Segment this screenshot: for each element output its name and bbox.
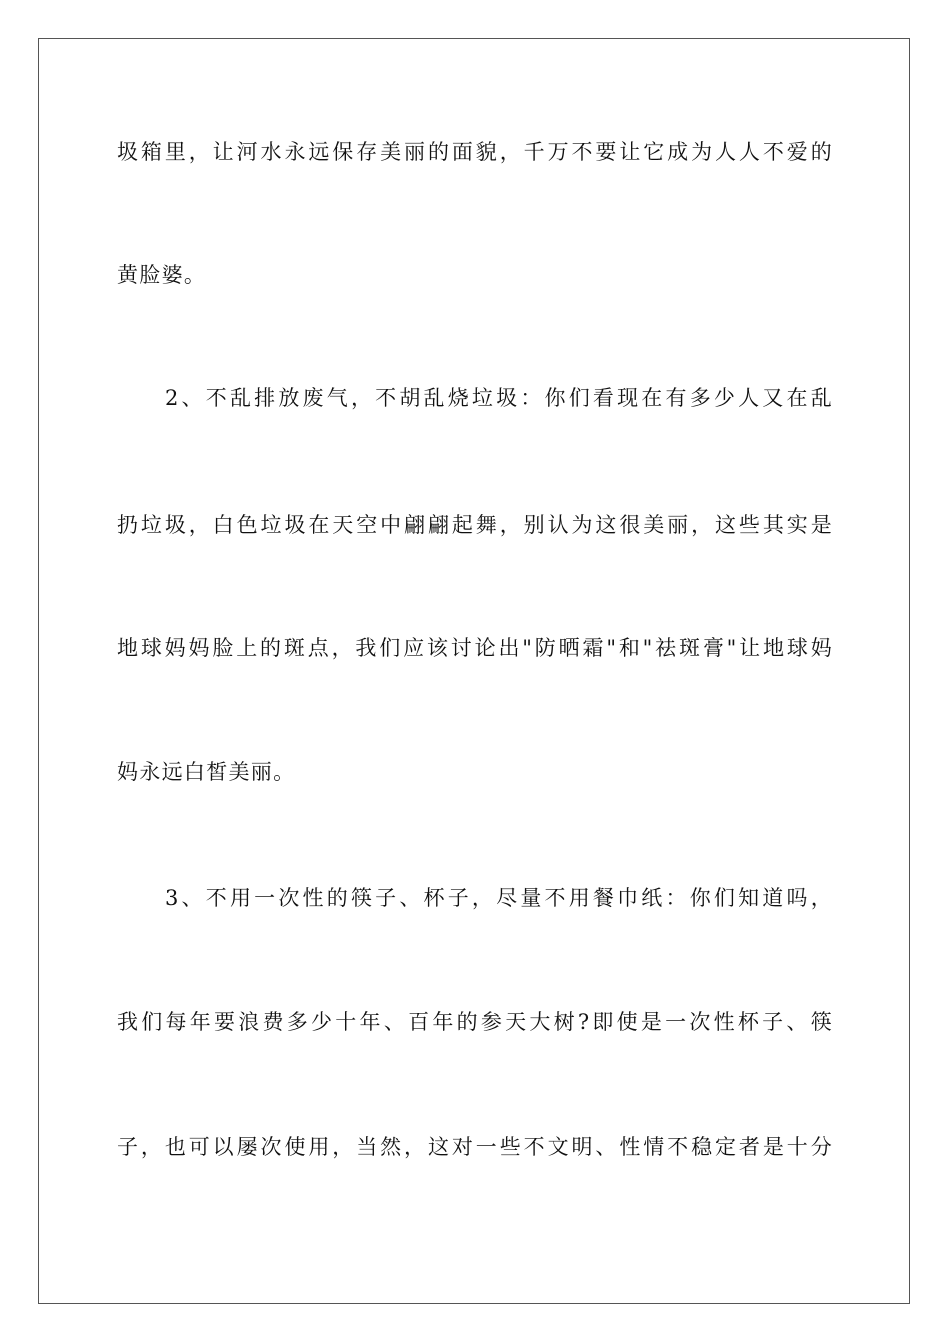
text-line-3: 2、不乱排放废气，不胡乱烧垃圾：你们看现在有多少人又在乱 — [165, 386, 833, 410]
text-line-4: 扔垃圾，白色垃圾在天空中翩翩起舞，别认为这很美丽，这些其实是 — [117, 513, 833, 537]
text-line-8: 我们每年要浪费多少十年、百年的参天大树?即使是一次性杯子、筷 — [117, 1010, 833, 1034]
page-border — [38, 38, 910, 1304]
text-line-7: 3、不用一次性的筷子、杯子，尽量不用餐巾纸：你们知道吗， — [165, 886, 833, 910]
text-line-9: 子，也可以屡次使用，当然，这对一些不文明、性情不稳定者是十分 — [117, 1135, 833, 1159]
text-line-2: 黄脸婆。 — [117, 263, 207, 287]
text-line-6: 妈永远白皙美丽。 — [117, 760, 296, 784]
text-line-5: 地球妈妈脸上的斑点，我们应该讨论出"防晒霜"和"祛斑膏"让地球妈 — [117, 636, 833, 660]
text-line-1: 圾箱里，让河水永远保存美丽的面貌，千万不要让它成为人人不爱的 — [117, 140, 833, 164]
